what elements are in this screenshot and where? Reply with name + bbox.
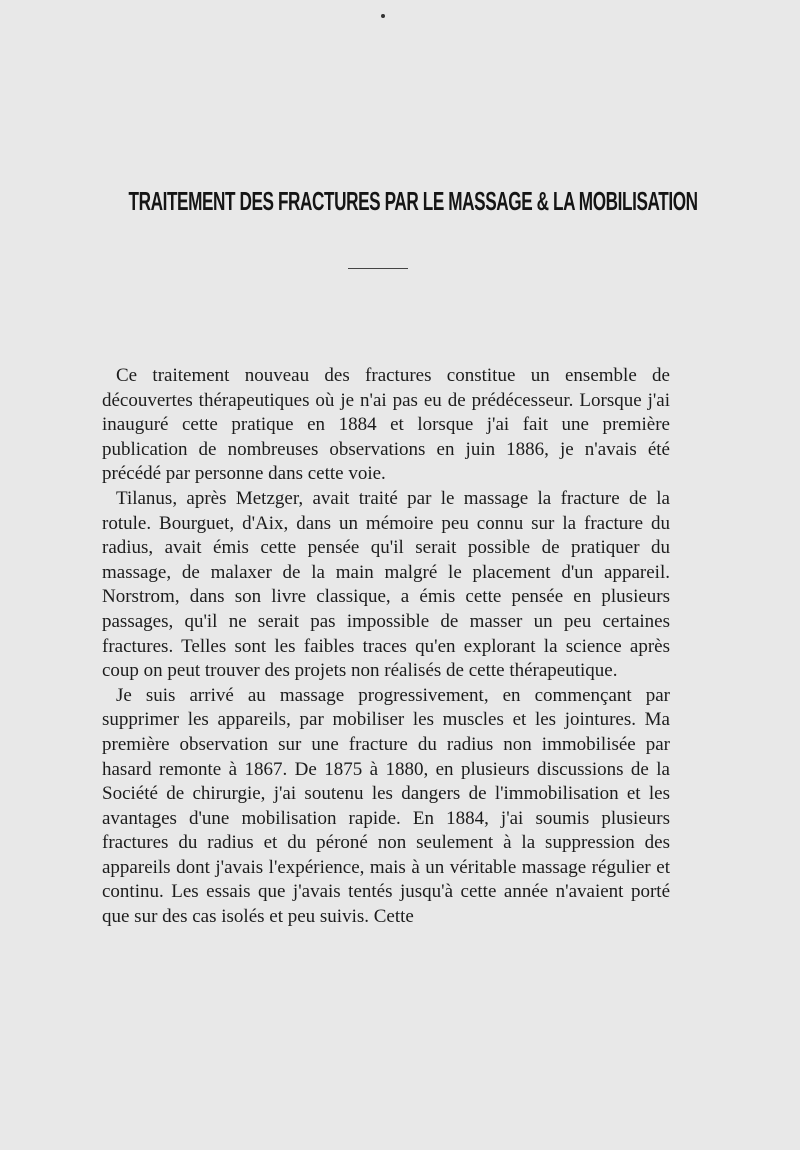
title-separator-rule (348, 268, 408, 269)
ink-speck (381, 14, 385, 18)
body-text (102, 364, 670, 930)
chapter-title: TRAITEMENT DES FRACTURES PAR LE MASSAGE & LA MOBILISATION (128, 186, 698, 216)
paragraph: Tilanus, après Metzger, avait traité par le massage la fracture de la rotule. Bourguet, d'Aix, dans un mémoire peu connu sur la fracture du radius, avait émis cette pensée qu'il serait possible de pratiquer du massage, de malaxer de la main malgré le placement d'un appareil. Norstrom, dans son livre classique, a émis cette pensée en plusieurs passages, qu'il ne serait pas impossible de masser un peu certaines fractures. Telles sont les faibles traces qu'en explorant la science après coup on peut trouver des projets non réalisés de cette thérapeutique. (102, 487, 670, 682)
paragraph: Je suis arrivé au massage progressivement, en commençant par supprimer les appareils, par mobiliser les muscles et les jointures. Ma première observation sur une fracture du radius non immobilisée par hasard remonte à 1867. De 1875 à 1880, en plusieurs discussions de la Société de chirurgie, j'ai soutenu les dangers de l'immobilisation et les avantages d'une mobilisation rapide. En 1884, j'ai soumis plusieurs fractures du radius et du péroné non seulement à la suppression des appareils dont j'avais l'expérience, mais à un véritable massage régulier et continu. Les essais que j'avais tentés jusqu'à cette année n'avaient porté que sur des cas isolés et peu suivis. Cette (102, 684, 670, 928)
paragraph: Ce traitement nouveau des fractures constitue un ensemble de découvertes thérapeutiques où je n'ai pas eu de prédécesseur. Lorsque j'ai inauguré cette pratique en 1884 et lorsque j'ai fait une première publication de nombreuses observations en juin 1886, je n'avais été précédé par personne dans cette voie. (102, 365, 670, 485)
